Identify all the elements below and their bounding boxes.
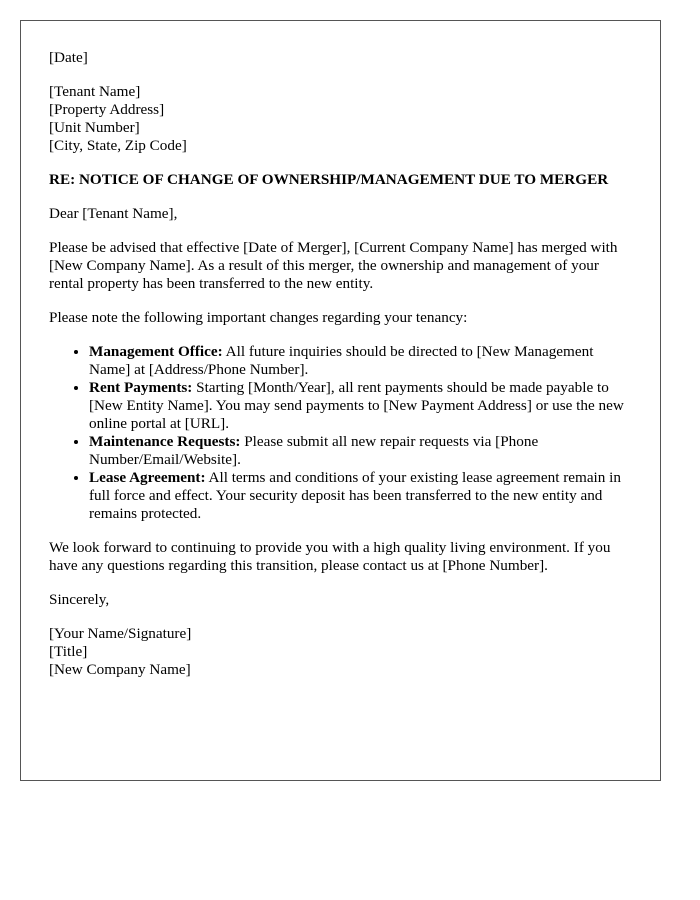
recipient-address-block — [49, 83, 632, 155]
list-item-maintenance-requests — [89, 433, 632, 469]
intro-paragraph: Please be advised that effective [Date of Merger], [Current Company Name] has merged with [New Company Name]. As a result of this merger, the ownership and management of your rental property has been transferred to the new entity. — [49, 239, 618, 292]
recipient-name: [Tenant Name] — [49, 83, 141, 100]
list-item-lease-agreement — [89, 469, 632, 523]
signature-name: [Your Name/Signature] — [49, 625, 192, 642]
list-item-management-office — [89, 343, 632, 379]
list-item-label: Management Office: — [89, 343, 223, 360]
salutation: Dear [Tenant Name], — [49, 205, 178, 222]
letter-page — [20, 20, 661, 781]
list-item-text: All terms and conditions of your existing lease agreement remain in full force and effect. Your security deposit has been transferred to the new entity and remains protected. — [89, 469, 621, 522]
list-item-rent-payments — [89, 379, 632, 433]
list-item-text: Please submit all new repair requests via [Phone Number/Email/Website]. — [89, 433, 539, 468]
list-item-label: Maintenance Requests: — [89, 433, 241, 450]
closing: Sincerely, — [49, 591, 110, 608]
signature-title: [Title] — [49, 643, 88, 660]
signature-company: [New Company Name] — [49, 661, 191, 678]
changes-list — [49, 343, 632, 523]
list-item-text: All future inquiries should be directed to [New Management Name] at [Address/Phone Number]. — [89, 343, 594, 378]
letter-subject: RE: NOTICE OF CHANGE OF OWNERSHIP/MANAGEMENT DUE TO MERGER — [49, 171, 609, 188]
letter-date: [Date] — [49, 49, 88, 66]
recipient-city-state-zip: [City, State, Zip Code] — [49, 137, 187, 154]
list-item-label: Lease Agreement: — [89, 469, 206, 486]
signature-block — [49, 625, 632, 679]
recipient-property-address: [Property Address] — [49, 101, 165, 118]
list-item-text: Starting [Month/Year], all rent payments should be made payable to [New Entity Name]. You may send payments to [New Payment Address] or use the new online portal at [URL]. — [89, 379, 624, 432]
list-item-label: Rent Payments: — [89, 379, 193, 396]
closing-paragraph: We look forward to continuing to provide you with a high quality living environment. If you have any questions regarding this transition, please contact us at [Phone Number]. — [49, 539, 611, 574]
list-intro: Please note the following important changes regarding your tenancy: — [49, 309, 468, 326]
recipient-unit: [Unit Number] — [49, 119, 140, 136]
